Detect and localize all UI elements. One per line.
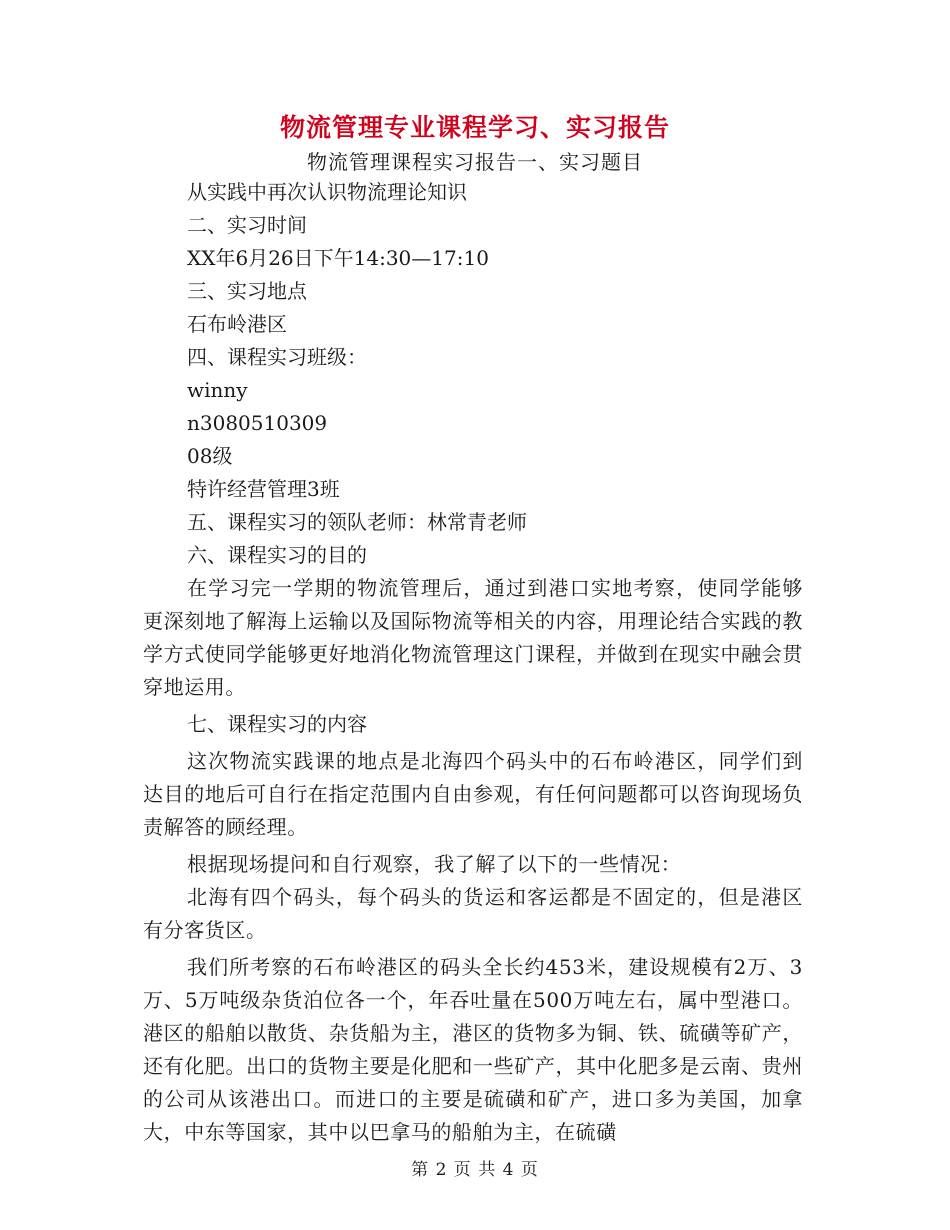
student-class: 特许经营管理3班 [187,477,340,501]
student-grade: 08级 [187,444,233,468]
document-title: 物流管理专业课程学习、实习报告 [279,113,670,142]
student-name: winny [187,378,248,402]
paragraph-docks: 北海有四个码头，每个码头的货运和客运都是不固定的，但是港区有分客货区。 [143,885,803,942]
report-topic: 从实践中再次认识物流理论知识 [187,180,467,204]
student-id: n3080510309 [187,411,328,435]
document-subtitle: 物流管理课程实习报告一、实习题目 [307,150,643,174]
heading-purpose: 六、课程实习的目的 [187,543,367,567]
paragraph-details: 我们所考察的石布岭港区的码头全长约453米，建设规模有2万、3万、5万吨级杂货泊位各一个，年吞吐量在500万吨左右，属中型港口。港区的船舶以散货、杂货船为主，港区的货物多为铜、铁、硫磺等矿产，还有化肥。出口的货物主要是化肥和一些矿产，其中化肥多是云南、贵州的公司从该港出口。而进口的主要是硫磺和矿产，进口多为美国，加拿大，中东等国家，其中以巴拿马的船舶为主，在硫磺 [143,955,803,1144]
document-body [143,176,803,1149]
paragraph-location: 这次物流实践课的地点是北海四个码头中的石布岭港区，同学们到达目的地后可自行在指定范围内自由参观，有任何问题都可以咨询现场负责解答的顾经理。 [143,749,803,839]
paragraph-intro: 根据现场提问和自行观察，我了解了以下的一些情况： [187,852,682,876]
page-number: 第 2 页 共 4 页 [411,1160,539,1180]
paragraph-purpose: 在学习完一学期的物流管理后，通过到港口实地考察，使同学能够更深刻地了解海上运输以及国际物流等相关的内容，用理论结合实践的教学方式使同学能够更好地消化物流管理这门课程，并做到在现实中融会贯穿地运用。 [143,576,803,699]
report-location: 石布岭港区 [187,312,287,336]
heading-content: 七、课程实习的内容 [187,712,367,736]
heading-class: 四、课程实习班级： [187,345,367,369]
heading-location: 三、实习地点 [187,279,307,303]
report-time: XX年6月26日下午14:30—17:10 [187,246,489,270]
heading-time: 二、实习时间 [187,213,307,237]
heading-teacher: 五、课程实习的领队老师：林常青老师 [187,510,527,534]
